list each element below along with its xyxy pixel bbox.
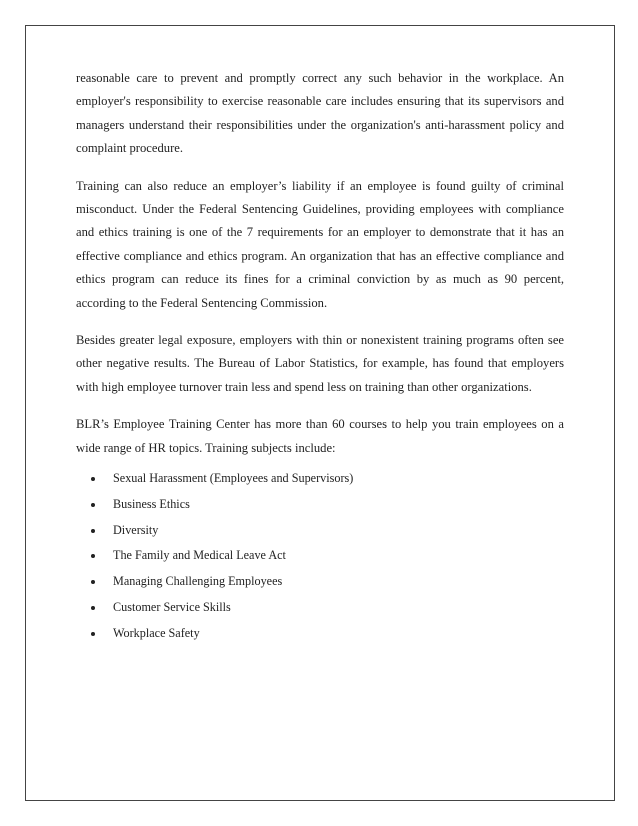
paragraph-blr-training-center: BLR’s Employee Training Center has more than 60 courses to help you train employees on a wide range of HR topics. Training subjects include:	[76, 417, 564, 455]
bullet-icon	[91, 580, 95, 584]
paragraph-training-liability: Training can also reduce an employer’s liability if an employee is found guilty of criminal misconduct. Under the Federal Sentencing Guidelines, providing employees with compliance and ethics training is one of the 7 requirements for an employer to demonstrate that it has an effective compliance and ethics program. An organization that has an effective compliance and ethics program can reduce its fines for a criminal conviction by as much as 90 percent, according to the Federal Sentencing Commission.	[76, 178, 564, 310]
list-item-label: The Family and Medical Leave Act	[113, 548, 286, 563]
list-item	[76, 518, 564, 544]
document-body	[76, 67, 564, 647]
bullet-icon	[91, 554, 95, 558]
bullet-icon	[91, 529, 95, 533]
list-item-label: Managing Challenging Employees	[113, 574, 283, 589]
bullet-icon	[91, 477, 95, 481]
training-subjects-list	[76, 466, 564, 647]
list-item	[76, 621, 564, 647]
list-item	[76, 466, 564, 492]
bullet-icon	[91, 632, 95, 636]
bullet-icon	[91, 606, 95, 610]
list-item-label: Diversity	[113, 522, 159, 537]
list-item-label: Customer Service Skills	[113, 600, 231, 615]
list-item-label: Business Ethics	[113, 496, 190, 511]
paragraph-reasonable-care: reasonable care to prevent and promptly correct any such behavior in the workplace. An employer's responsibility to exercise reasonable care includes ensuring that its supervisors and managers understand their responsibilities under the organization's anti-harassment policy and complaint procedure.	[76, 71, 564, 156]
list-item	[76, 492, 564, 518]
list-item-label: Workplace Safety	[113, 625, 200, 640]
bullet-icon	[91, 503, 95, 507]
list-item	[76, 595, 564, 621]
paragraph-legal-exposure: Besides greater legal exposure, employers with thin or nonexistent training programs often see other negative results. The Bureau of Labor Statistics, for example, has found that employers with high employee turnover train less and spend less on training than other organizations.	[76, 333, 564, 394]
list-item	[76, 569, 564, 595]
list-item-label: Sexual Harassment (Employees and Supervisors)	[113, 471, 354, 486]
list-item	[76, 543, 564, 569]
